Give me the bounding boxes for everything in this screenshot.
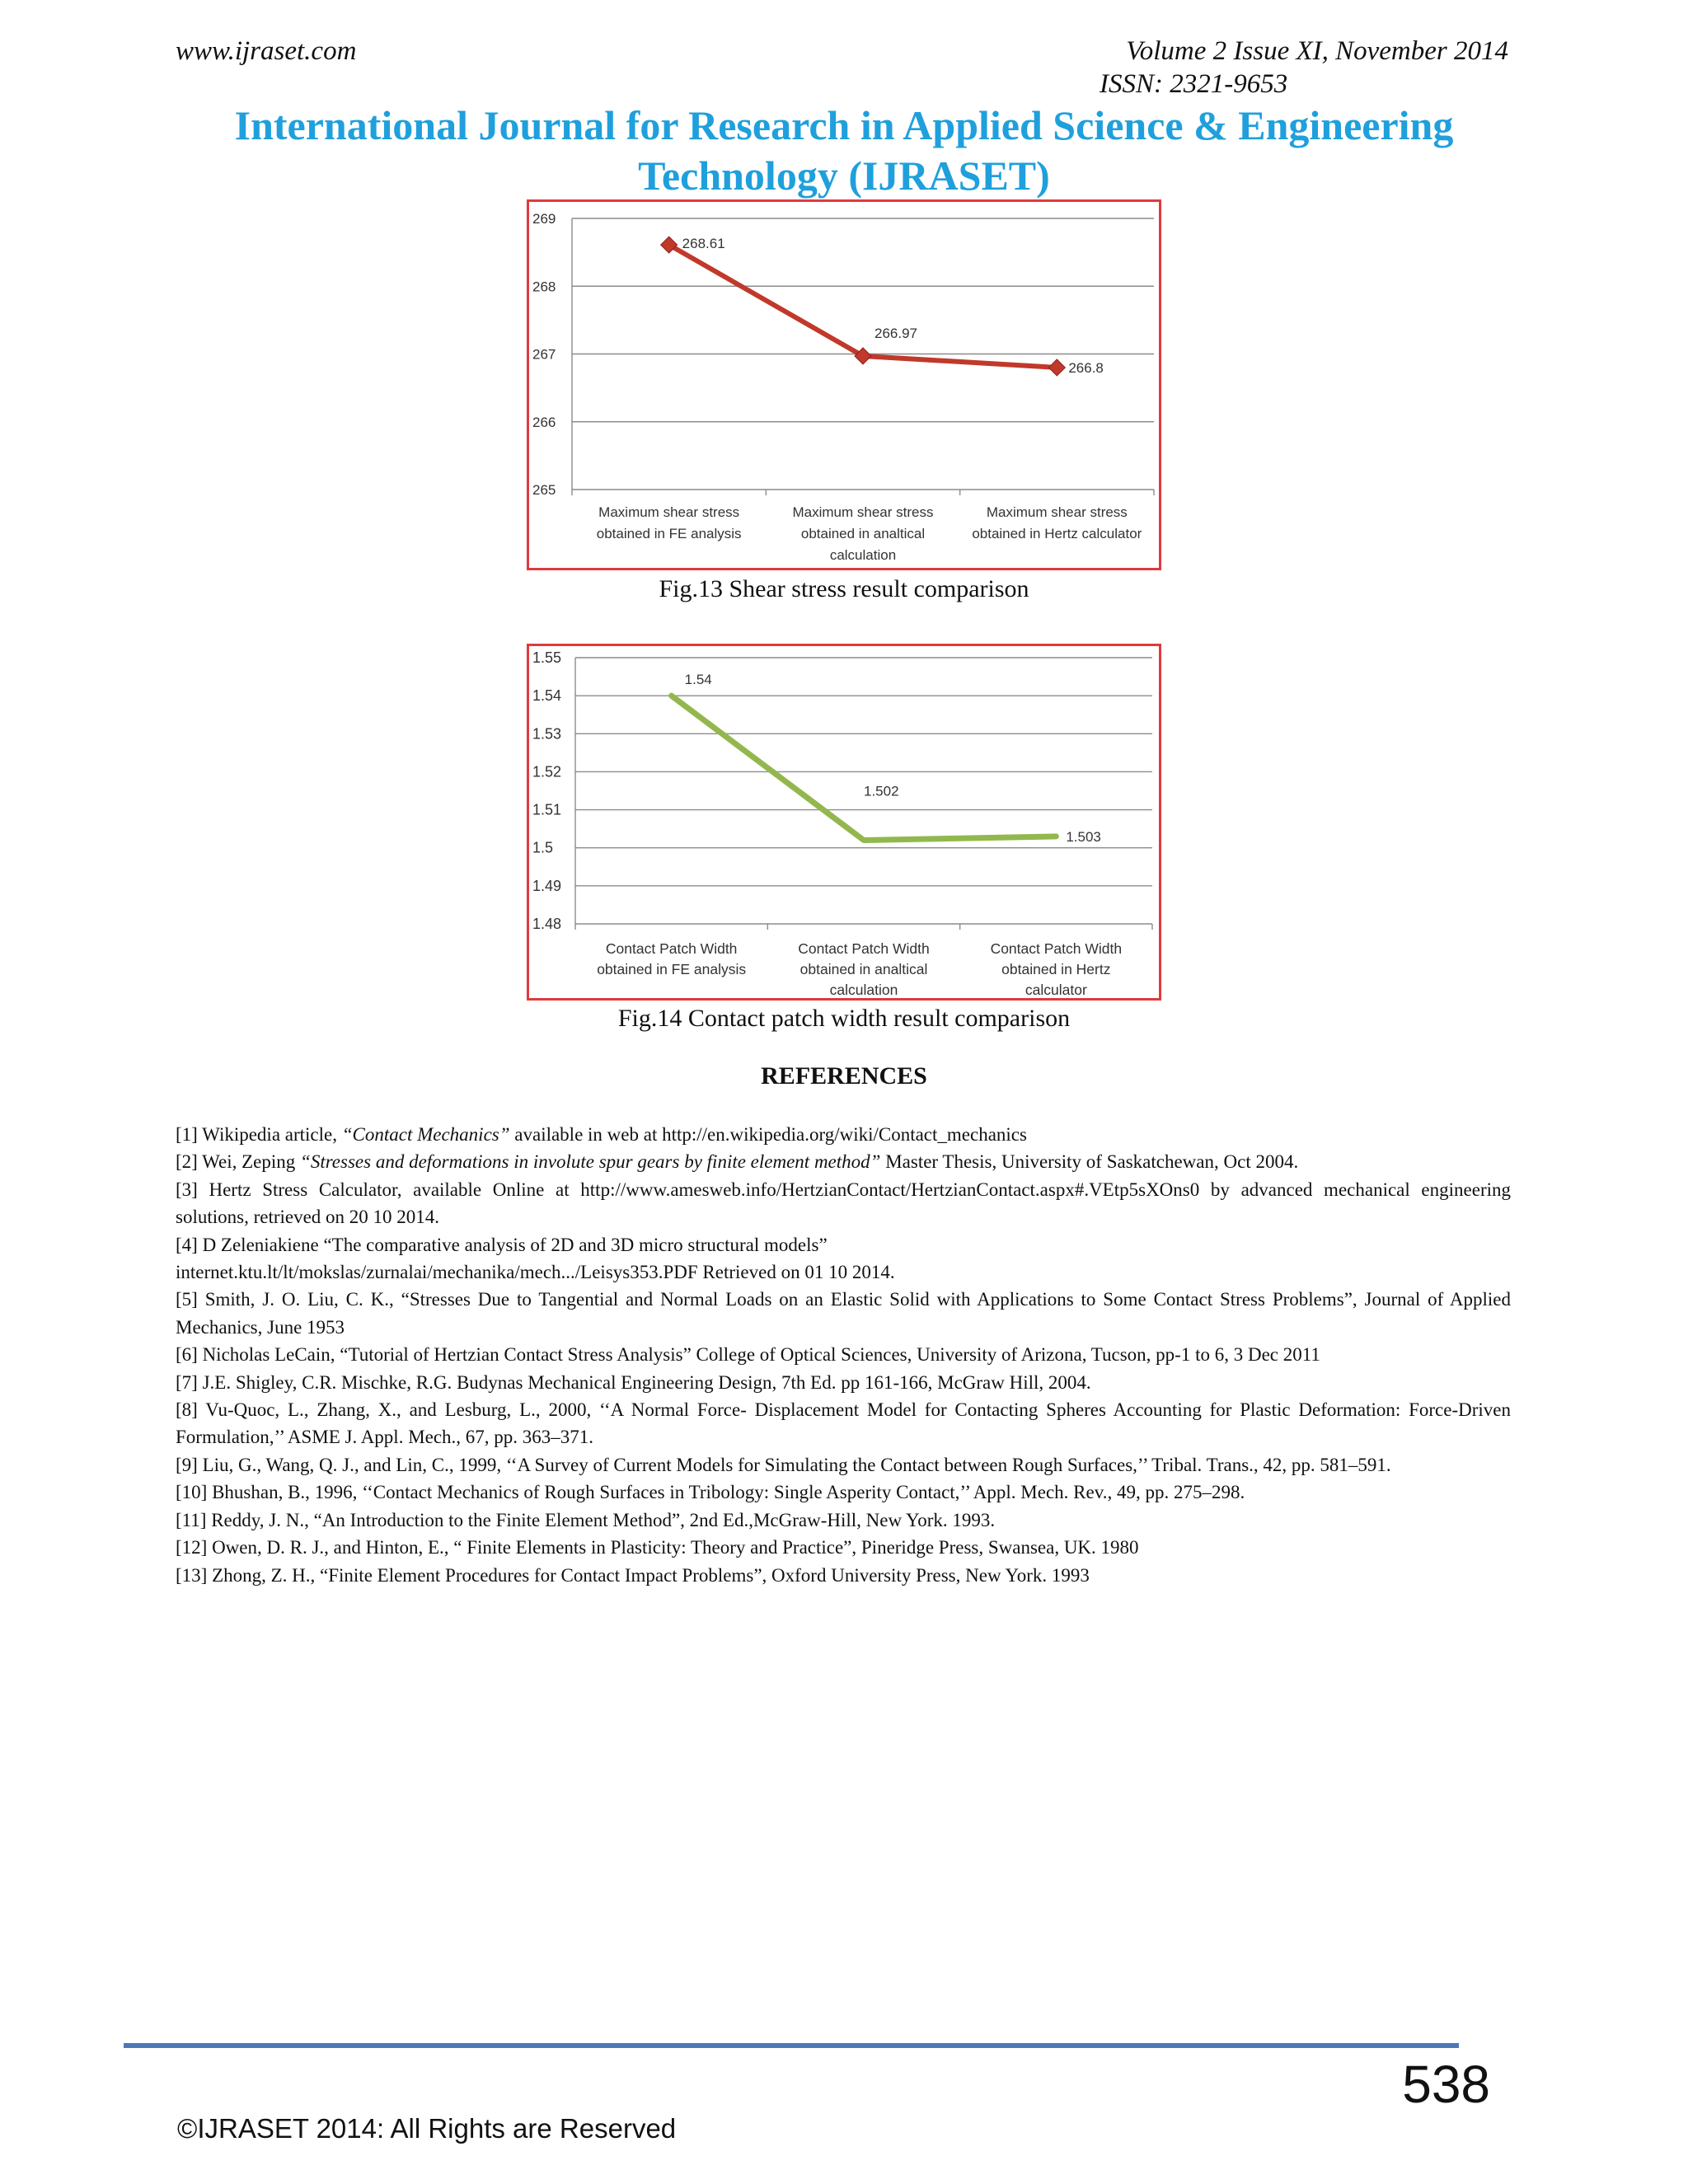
reference-text: available in web at http://en.wikipedia.org/wiki/Contact_mechanics [509,1124,1027,1145]
reference-text: [4] D Zeleniakiene “The comparative analysis of 2D and 3D micro structural models” [176,1234,828,1255]
data-label: 1.502 [864,783,899,799]
y-tick-label: 1.49 [532,877,562,894]
reference-text: [7] J.E. Shigley, C.R. Mischke, R.G. Budynas Mechanical Engineering Design, 7th Ed. pp 161-166, McGraw Hill, 2004. [176,1371,1091,1393]
reference-text: [12] Owen, D. R. J., and Hinton, E., “ Finite Elements in Plasticity: Theory and Practice”, Pineridge Press, Swansea, UK. 1980 [176,1537,1139,1558]
reference-item [176,1176,1511,1231]
reference-item [176,1369,1511,1396]
reference-text: Master Thesis, University of Saskatchewan, Oct 2004. [880,1151,1299,1173]
reference-item [176,1231,1511,1258]
shear-stress-chart-svg [529,202,1159,568]
contact-patch-chart [527,644,1161,1001]
y-tick-label: 1.54 [532,687,562,705]
reference-text: [1] Wikipedia article, [176,1124,342,1145]
volume-issue: Volume 2 Issue XI, November 2014 [1126,36,1508,66]
journal-website: www.ijraset.com [176,36,357,66]
fig14-caption: Fig.14 Contact patch width result comparison [617,1005,1071,1032]
journal-title-line-1: International Journal for Research in Applied Science & Engineering [234,102,1454,148]
y-tick-label: 1.55 [532,649,562,666]
reference-item [176,1258,1511,1286]
reference-title: “Stresses and deformations in involute spur gears by finite element method” [300,1151,881,1173]
x-category-label: Contact Patch Width [605,940,738,957]
y-tick-label: 267 [532,346,556,363]
y-tick-label: 269 [532,211,556,227]
x-category-label: obtained in Hertz [1001,961,1111,977]
reference-text: [3] Hertz Stress Calculator, available Online at http://www.amesweb.info/HertzianContact/HertzianContact.aspx#.VEtp5sXOns0 by advanced mechanical engineering solutions, retrieved on 20 10 2014. [176,1179,1511,1228]
x-category-label: Maximum shear stress [598,504,740,520]
reference-text: [13] Zhong, Z. H., “Finite Element Procedures for Contact Impact Problems”, Oxford University Press, New York. 1993 [176,1564,1090,1586]
reference-title: “Contact Mechanics” [341,1124,510,1145]
y-tick-label: 1.5 [532,839,554,856]
journal-title-line-2: Technology (IJRASET) [638,152,1050,199]
reference-item [176,1451,1511,1479]
x-category-label: obtained in analtical [800,526,926,541]
data-label: 1.503 [1066,828,1101,845]
x-category-label: Maximum shear stress [792,504,934,520]
reference-text: [6] Nicholas LeCain, “Tutorial of Hertzian Contact Stress Analysis” College of Optical Sciences, University of Arizona, Tucson, pp-1 to 6, 3 Dec 2011 [176,1344,1320,1366]
y-tick-label: 1.52 [532,763,562,780]
data-label: 1.54 [684,672,712,688]
references-list [176,1121,1511,1589]
y-tick-label: 1.48 [532,916,562,932]
reference-item [176,1534,1511,1561]
x-category-label: Maximum shear stress [986,504,1128,520]
data-label: 268.61 [682,236,725,252]
x-category-label: calculation [829,547,897,563]
references-heading: REFERENCES [761,1062,927,1090]
reference-item [176,1341,1511,1368]
x-category-label: calculator [1025,982,1087,998]
x-category-label: calculation [829,982,898,998]
series-line [672,696,1057,840]
reference-item [176,1121,1511,1148]
copyright-notice: ©IJRASET 2014: All Rights are Reserved [177,2113,677,2144]
reference-item [176,1562,1511,1589]
y-tick-label: 1.51 [532,801,562,818]
reference-item [176,1507,1511,1534]
reference-text: [11] Reddy, J. N., “An Introduction to the Finite Element Method”, 2nd Ed.,McGraw-Hill, New York. 1993. [176,1509,996,1530]
reference-item [176,1286,1511,1341]
reference-text: [8] Vu-Quoc, L., Zhang, X., and Lesburg, L., 2000, ‘‘A Normal Force- Displacement Model for Contacting Spheres Accounting for Plastic Deformation: Force-Driven Formulation,’’ ASME J. Appl. Mech., 67, pp. 363–371. [176,1399,1511,1448]
issn: ISSN: 2321-9653 [1100,69,1288,99]
reference-text: [9] Liu, G., Wang, Q. J., and Lin, C., 1999, ‘‘A Survey of Current Models for Simulating the Contact between Rough Surfaces,’’ Tribal. Trans., 42, pp. 581–591. [176,1454,1391,1475]
x-category-label: obtained in FE analysis [597,961,747,977]
y-tick-label: 265 [532,482,556,498]
x-category-label: Contact Patch Width [798,940,930,957]
fig13-caption: Fig.13 Shear stress result comparison [659,575,1029,602]
footer-rule [124,2043,1459,2048]
contact-patch-chart-svg [529,646,1159,998]
reference-text: internet.ktu.lt/lt/mokslas/zurnalai/mechanika/mech.../Leisys353.PDF Retrieved on 01 10 2014. [176,1262,895,1283]
y-tick-label: 266 [532,414,556,430]
x-category-label: obtained in analtical [799,961,928,977]
x-category-label: Contact Patch Width [990,940,1123,957]
x-category-label: obtained in FE analysis [596,526,742,541]
y-tick-label: 268 [532,279,556,295]
reference-text: [2] Wei, Zeping [176,1151,301,1173]
journal-title [0,101,1688,201]
y-tick-label: 1.53 [532,725,562,743]
reference-text: [5] Smith, J. O. Liu, C. K., “Stresses Due to Tangential and Normal Loads on an Elastic Solid with Applications to Some Contact Stress Problems”, Journal of Applied Mechanics, June 1953 [176,1289,1511,1338]
reference-item [176,1479,1511,1506]
data-point-marker [1048,359,1065,376]
page-number: 538 [1402,2055,1490,2114]
shear-stress-chart [527,199,1161,570]
reference-text: [10] Bhushan, B., 1996, ‘‘Contact Mechanics of Rough Surfaces in Tribology: Single Asperity Contact,’’ Appl. Mech. Rev., 49, pp. 275–298. [176,1482,1245,1503]
reference-item [176,1396,1511,1451]
data-label: 266.97 [874,325,917,341]
x-category-label: obtained in Hertz calculator [972,526,1142,541]
reference-item [176,1148,1511,1175]
data-label: 266.8 [1068,359,1104,376]
